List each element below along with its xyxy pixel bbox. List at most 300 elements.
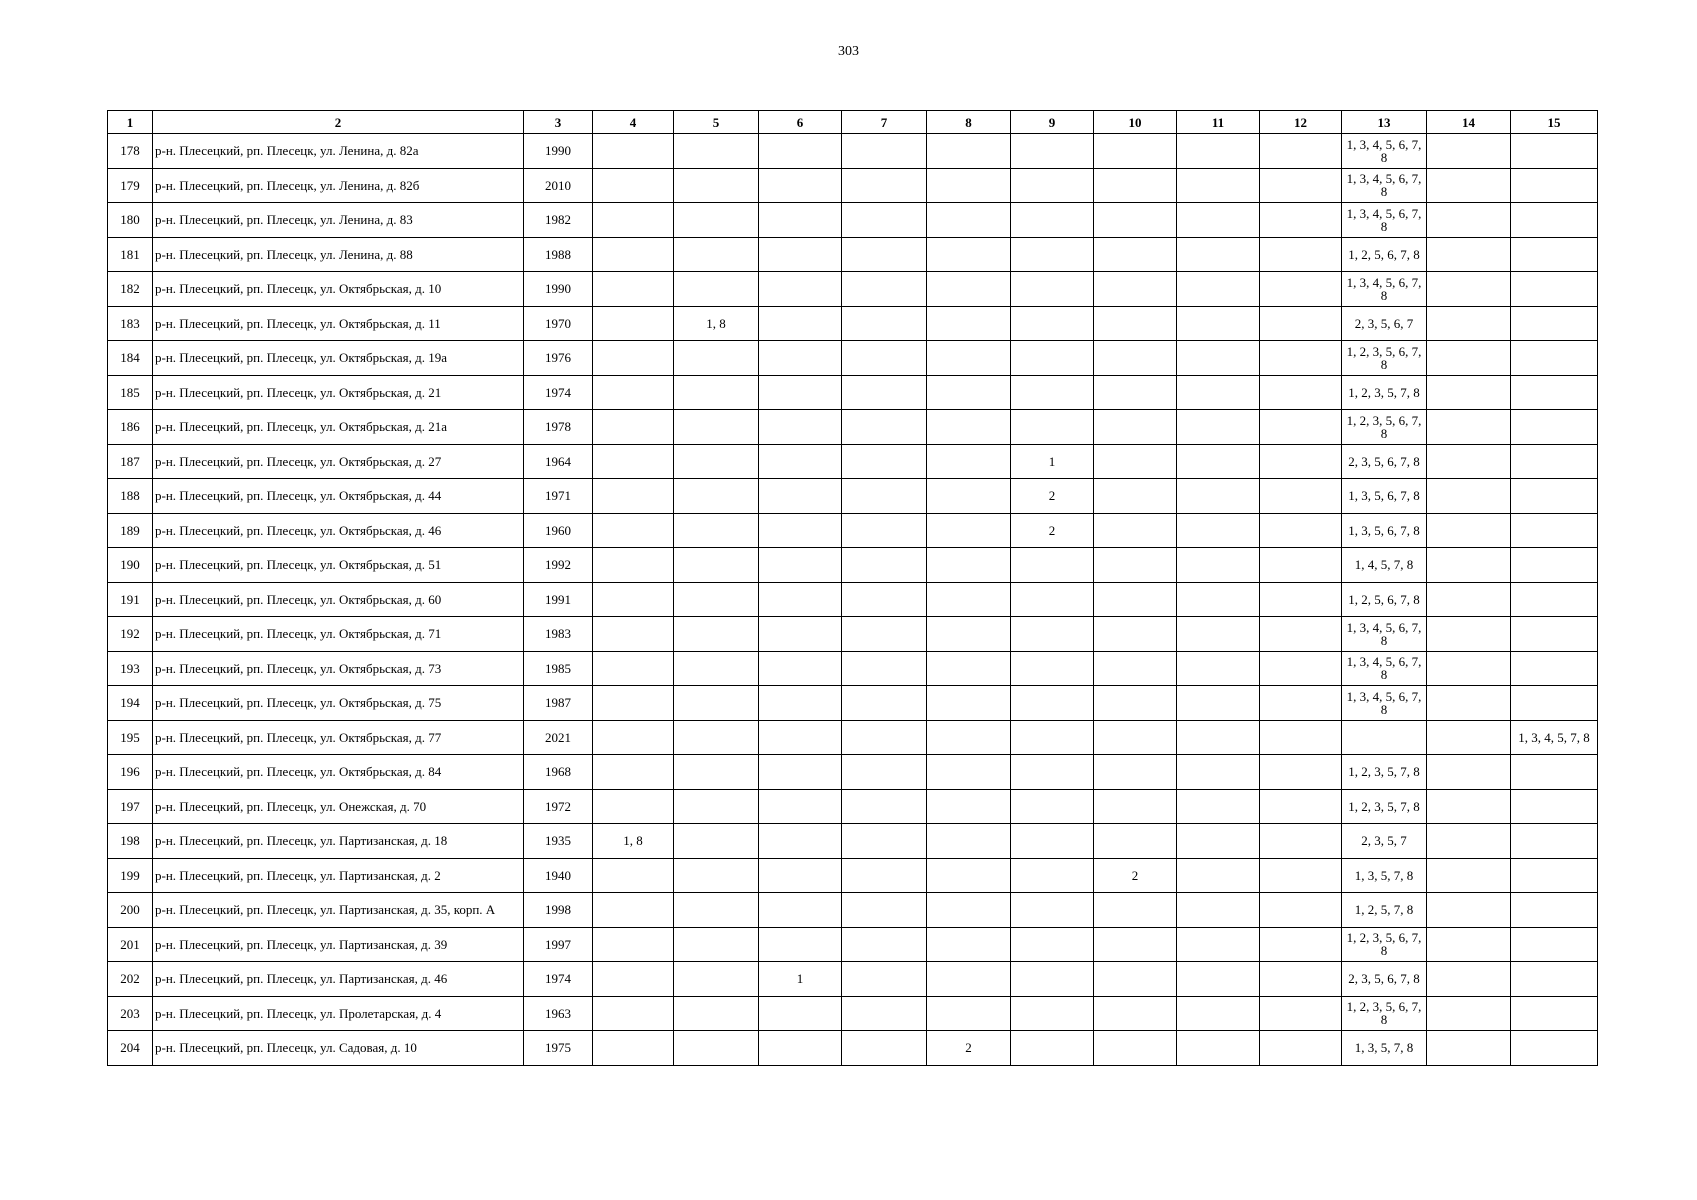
cell-col-14 — [1427, 272, 1511, 307]
cell-col-7 — [842, 824, 927, 859]
cell-col-9 — [1011, 962, 1094, 997]
cell-col-5 — [674, 375, 759, 410]
cell-col-12 — [1260, 755, 1342, 790]
cell-col-11 — [1177, 548, 1260, 583]
year-cell: 1992 — [524, 548, 593, 583]
cell-col-10 — [1094, 272, 1177, 307]
cell-col-6 — [759, 237, 842, 272]
cell-col-11 — [1177, 341, 1260, 376]
row-number-cell: 192 — [108, 617, 153, 652]
cell-col-11 — [1177, 306, 1260, 341]
cell-col-6 — [759, 1031, 842, 1066]
cell-col-8 — [927, 375, 1011, 410]
column-header-1: 1 — [108, 111, 153, 134]
cell-col-13-text: 2, 3, 5, 6, 7, 8 — [1348, 972, 1420, 986]
cell-col-14 — [1427, 755, 1511, 790]
cell-col-6 — [759, 720, 842, 755]
year-cell: 1972 — [524, 789, 593, 824]
cell-col-7 — [842, 651, 927, 686]
address-cell: р-н. Плесецкий, рп. Плесецк, ул. Партизанская, д. 39 — [153, 927, 524, 962]
cell-col-13 — [1342, 375, 1427, 410]
cell-col-15 — [1511, 203, 1598, 238]
cell-col-9 — [1011, 893, 1094, 928]
cell-col-10 — [1094, 927, 1177, 962]
cell-col-12 — [1260, 789, 1342, 824]
cell-col-8 — [927, 651, 1011, 686]
column-header-9: 9 — [1011, 111, 1094, 134]
cell-col-14 — [1427, 858, 1511, 893]
cell-col-11 — [1177, 927, 1260, 962]
cell-col-13-text: 1, 3, 4, 5, 6, 7, 8 — [1346, 206, 1422, 233]
cell-col-14 — [1427, 410, 1511, 445]
column-header-6: 6 — [759, 111, 842, 134]
address-cell: р-н. Плесецкий, рп. Плесецк, ул. Октябрьская, д. 21а — [153, 410, 524, 445]
row-number-cell: 183 — [108, 306, 153, 341]
cell-col-11 — [1177, 479, 1260, 514]
cell-col-9: 2 — [1011, 513, 1094, 548]
cell-col-11 — [1177, 1031, 1260, 1066]
cell-col-8 — [927, 513, 1011, 548]
cell-col-5 — [674, 410, 759, 445]
row-number-cell: 188 — [108, 479, 153, 514]
year-cell: 1974 — [524, 962, 593, 997]
cell-col-5 — [674, 789, 759, 824]
cell-col-5 — [674, 168, 759, 203]
cell-col-13-text: 1, 2, 5, 6, 7, 8 — [1348, 247, 1420, 261]
table-row — [108, 686, 1598, 721]
row-number-cell: 190 — [108, 548, 153, 583]
column-header-13: 13 — [1342, 111, 1427, 134]
cell-col-14 — [1427, 134, 1511, 169]
cell-col-8 — [927, 962, 1011, 997]
cell-col-14 — [1427, 306, 1511, 341]
address-cell: р-н. Плесецкий, рп. Плесецк, ул. Ленина, д. 82б — [153, 168, 524, 203]
cell-col-6 — [759, 548, 842, 583]
cell-col-4 — [593, 651, 674, 686]
cell-col-12 — [1260, 134, 1342, 169]
cell-col-15 — [1511, 927, 1598, 962]
cell-col-12 — [1260, 479, 1342, 514]
cell-col-6 — [759, 824, 842, 859]
cell-col-10 — [1094, 168, 1177, 203]
table-row — [108, 651, 1598, 686]
column-header-11: 11 — [1177, 111, 1260, 134]
cell-col-13-text: 1, 3, 4, 5, 6, 7, 8 — [1346, 137, 1422, 164]
cell-col-15 — [1511, 824, 1598, 859]
cell-col-7 — [842, 858, 927, 893]
cell-col-13-text: 1, 3, 4, 5, 6, 7, 8 — [1346, 655, 1422, 682]
cell-col-11 — [1177, 720, 1260, 755]
cell-col-9 — [1011, 203, 1094, 238]
cell-col-12 — [1260, 272, 1342, 307]
cell-col-7 — [842, 237, 927, 272]
row-number-cell: 196 — [108, 755, 153, 790]
cell-col-12 — [1260, 237, 1342, 272]
cell-col-8 — [927, 237, 1011, 272]
cell-col-13 — [1342, 410, 1427, 445]
table-row — [108, 134, 1598, 169]
cell-col-9 — [1011, 341, 1094, 376]
cell-col-13 — [1342, 789, 1427, 824]
cell-col-15 — [1511, 893, 1598, 928]
address-cell: р-н. Плесецкий, рп. Плесецк, ул. Садовая, д. 10 — [153, 1031, 524, 1066]
address-cell: р-н. Плесецкий, рп. Плесецк, ул. Октябрьская, д. 11 — [153, 306, 524, 341]
cell-col-13-text: 1, 2, 3, 5, 6, 7, 8 — [1346, 413, 1422, 440]
cell-col-13 — [1342, 893, 1427, 928]
cell-col-6 — [759, 513, 842, 548]
cell-col-10 — [1094, 582, 1177, 617]
cell-col-14 — [1427, 203, 1511, 238]
cell-col-13-text: 2, 3, 5, 6, 7 — [1354, 316, 1414, 330]
cell-col-12 — [1260, 306, 1342, 341]
year-cell: 1990 — [524, 134, 593, 169]
cell-col-12 — [1260, 617, 1342, 652]
cell-col-6 — [759, 651, 842, 686]
cell-col-6 — [759, 893, 842, 928]
cell-col-5 — [674, 755, 759, 790]
table-row — [108, 858, 1598, 893]
cell-col-12 — [1260, 996, 1342, 1031]
row-number-cell: 197 — [108, 789, 153, 824]
cell-col-12 — [1260, 720, 1342, 755]
cell-col-13 — [1342, 962, 1427, 997]
address-cell: р-н. Плесецкий, рп. Плесецк, ул. Партизанская, д. 2 — [153, 858, 524, 893]
address-cell: р-н. Плесецкий, рп. Плесецк, ул. Ленина, д. 82а — [153, 134, 524, 169]
cell-col-14 — [1427, 1031, 1511, 1066]
cell-col-13 — [1342, 479, 1427, 514]
address-cell: р-н. Плесецкий, рп. Плесецк, ул. Партизанская, д. 35, корп. А — [153, 893, 524, 928]
cell-col-15 — [1511, 651, 1598, 686]
year-cell: 1975 — [524, 1031, 593, 1066]
cell-col-5 — [674, 824, 759, 859]
cell-col-5 — [674, 651, 759, 686]
cell-col-8 — [927, 548, 1011, 583]
year-cell: 1968 — [524, 755, 593, 790]
cell-col-7 — [842, 962, 927, 997]
cell-col-7 — [842, 720, 927, 755]
cell-col-14 — [1427, 582, 1511, 617]
table-row — [108, 341, 1598, 376]
cell-col-6 — [759, 617, 842, 652]
cell-col-12 — [1260, 927, 1342, 962]
cell-col-12 — [1260, 410, 1342, 445]
cell-col-9 — [1011, 1031, 1094, 1066]
cell-col-12 — [1260, 341, 1342, 376]
cell-col-8 — [927, 410, 1011, 445]
cell-col-4 — [593, 306, 674, 341]
cell-col-4 — [593, 548, 674, 583]
cell-col-8 — [927, 444, 1011, 479]
cell-col-13 — [1342, 203, 1427, 238]
cell-col-4: 1, 8 — [593, 824, 674, 859]
cell-col-4 — [593, 168, 674, 203]
cell-col-14 — [1427, 168, 1511, 203]
address-cell: р-н. Плесецкий, рп. Плесецк, ул. Ленина, д. 88 — [153, 237, 524, 272]
address-cell: р-н. Плесецкий, рп. Плесецк, ул. Октябрьская, д. 84 — [153, 755, 524, 790]
cell-col-14 — [1427, 720, 1511, 755]
table-row — [108, 513, 1598, 548]
table-row — [108, 479, 1598, 514]
cell-col-13-text: 1, 3, 5, 6, 7, 8 — [1348, 489, 1420, 503]
row-number-cell: 203 — [108, 996, 153, 1031]
cell-col-11 — [1177, 996, 1260, 1031]
registry-table — [107, 110, 1598, 1066]
row-number-cell: 198 — [108, 824, 153, 859]
cell-col-8 — [927, 203, 1011, 238]
cell-col-6 — [759, 375, 842, 410]
year-cell: 1987 — [524, 686, 593, 721]
cell-col-4 — [593, 858, 674, 893]
year-cell: 1964 — [524, 444, 593, 479]
cell-col-14 — [1427, 893, 1511, 928]
cell-col-6 — [759, 134, 842, 169]
cell-col-8 — [927, 134, 1011, 169]
cell-col-12 — [1260, 203, 1342, 238]
cell-col-10 — [1094, 134, 1177, 169]
year-cell: 1991 — [524, 582, 593, 617]
cell-col-12 — [1260, 686, 1342, 721]
cell-col-15 — [1511, 755, 1598, 790]
cell-col-7 — [842, 927, 927, 962]
cell-col-7 — [842, 1031, 927, 1066]
cell-col-10 — [1094, 720, 1177, 755]
year-cell: 1935 — [524, 824, 593, 859]
address-cell: р-н. Плесецкий, рп. Плесецк, ул. Октябрьская, д. 19а — [153, 341, 524, 376]
cell-col-11 — [1177, 513, 1260, 548]
table-row — [108, 582, 1598, 617]
year-cell: 1997 — [524, 927, 593, 962]
cell-col-4 — [593, 375, 674, 410]
year-cell: 1978 — [524, 410, 593, 445]
cell-col-5 — [674, 996, 759, 1031]
cell-col-8 — [927, 789, 1011, 824]
year-cell: 2010 — [524, 168, 593, 203]
cell-col-6 — [759, 168, 842, 203]
cell-col-6 — [759, 755, 842, 790]
cell-col-10 — [1094, 341, 1177, 376]
cell-col-7 — [842, 686, 927, 721]
cell-col-5 — [674, 237, 759, 272]
row-number-cell: 181 — [108, 237, 153, 272]
cell-col-11 — [1177, 858, 1260, 893]
cell-col-4 — [593, 996, 674, 1031]
cell-col-10 — [1094, 824, 1177, 859]
cell-col-9 — [1011, 375, 1094, 410]
cell-col-14 — [1427, 686, 1511, 721]
cell-col-4 — [593, 1031, 674, 1066]
row-number-cell: 194 — [108, 686, 153, 721]
cell-col-9 — [1011, 651, 1094, 686]
cell-col-6 — [759, 306, 842, 341]
cell-col-10 — [1094, 306, 1177, 341]
cell-col-12 — [1260, 893, 1342, 928]
table-row — [108, 272, 1598, 307]
cell-col-10 — [1094, 962, 1177, 997]
cell-col-13 — [1342, 582, 1427, 617]
cell-col-15 — [1511, 479, 1598, 514]
cell-col-8 — [927, 168, 1011, 203]
cell-col-10 — [1094, 513, 1177, 548]
cell-col-7 — [842, 479, 927, 514]
cell-col-15 — [1511, 513, 1598, 548]
cell-col-13 — [1342, 341, 1427, 376]
table-row — [108, 548, 1598, 583]
cell-col-13 — [1342, 168, 1427, 203]
cell-col-5 — [674, 686, 759, 721]
cell-col-7 — [842, 617, 927, 652]
cell-col-9 — [1011, 306, 1094, 341]
cell-col-7 — [842, 444, 927, 479]
cell-col-13 — [1342, 237, 1427, 272]
cell-col-4 — [593, 789, 674, 824]
cell-col-15 — [1511, 962, 1598, 997]
row-number-cell: 195 — [108, 720, 153, 755]
cell-col-10 — [1094, 893, 1177, 928]
cell-col-13 — [1342, 651, 1427, 686]
table-row — [108, 237, 1598, 272]
cell-col-11 — [1177, 168, 1260, 203]
column-header-2: 2 — [153, 111, 524, 134]
cell-col-5 — [674, 617, 759, 652]
cell-col-6 — [759, 927, 842, 962]
address-cell: р-н. Плесецкий, рп. Плесецк, ул. Октябрьская, д. 73 — [153, 651, 524, 686]
row-number-cell: 199 — [108, 858, 153, 893]
cell-col-14 — [1427, 548, 1511, 583]
cell-col-13-text: 1, 2, 3, 5, 6, 7, 8 — [1346, 344, 1422, 371]
year-cell: 1990 — [524, 272, 593, 307]
cell-col-11 — [1177, 686, 1260, 721]
cell-col-15 — [1511, 1031, 1598, 1066]
address-cell: р-н. Плесецкий, рп. Плесецк, ул. Октябрьская, д. 21 — [153, 375, 524, 410]
cell-col-13-text: 1, 2, 3, 5, 7, 8 — [1348, 799, 1420, 813]
row-number-cell: 202 — [108, 962, 153, 997]
cell-col-4 — [593, 237, 674, 272]
cell-col-13 — [1342, 720, 1427, 755]
cell-col-10 — [1094, 996, 1177, 1031]
cell-col-15 — [1511, 237, 1598, 272]
cell-col-14 — [1427, 513, 1511, 548]
cell-col-15: 1, 3, 4, 5, 7, 8 — [1511, 720, 1598, 755]
cell-col-7 — [842, 996, 927, 1031]
cell-col-9 — [1011, 237, 1094, 272]
cell-col-13 — [1342, 272, 1427, 307]
year-cell: 1960 — [524, 513, 593, 548]
row-number-cell: 184 — [108, 341, 153, 376]
cell-col-11 — [1177, 444, 1260, 479]
cell-col-13-text: 1, 2, 3, 5, 6, 7, 8 — [1346, 1000, 1422, 1027]
cell-col-12 — [1260, 651, 1342, 686]
cell-col-12 — [1260, 168, 1342, 203]
table-row — [108, 996, 1598, 1031]
cell-col-10 — [1094, 1031, 1177, 1066]
year-cell: 1971 — [524, 479, 593, 514]
table-row — [108, 824, 1598, 859]
cell-col-8 — [927, 858, 1011, 893]
cell-col-11 — [1177, 272, 1260, 307]
table-row — [108, 410, 1598, 445]
cell-col-5 — [674, 720, 759, 755]
cell-col-11 — [1177, 789, 1260, 824]
cell-col-7 — [842, 168, 927, 203]
row-number-cell: 200 — [108, 893, 153, 928]
cell-col-6 — [759, 996, 842, 1031]
cell-col-6: 1 — [759, 962, 842, 997]
cell-col-11 — [1177, 582, 1260, 617]
table-row — [108, 893, 1598, 928]
cell-col-7 — [842, 203, 927, 238]
table-row — [108, 306, 1598, 341]
address-cell: р-н. Плесецкий, рп. Плесецк, ул. Октябрьская, д. 60 — [153, 582, 524, 617]
cell-col-9: 2 — [1011, 479, 1094, 514]
cell-col-6 — [759, 789, 842, 824]
cell-col-8 — [927, 272, 1011, 307]
cell-col-12 — [1260, 824, 1342, 859]
cell-col-13-text: 2, 3, 5, 6, 7, 8 — [1348, 454, 1420, 468]
column-header-5: 5 — [674, 111, 759, 134]
cell-col-5 — [674, 513, 759, 548]
cell-col-11 — [1177, 893, 1260, 928]
cell-col-10 — [1094, 617, 1177, 652]
cell-col-7 — [842, 134, 927, 169]
cell-col-13-text: 1, 3, 4, 5, 6, 7, 8 — [1346, 275, 1422, 302]
cell-col-15 — [1511, 789, 1598, 824]
cell-col-10 — [1094, 479, 1177, 514]
cell-col-12 — [1260, 375, 1342, 410]
cell-col-7 — [842, 375, 927, 410]
year-cell: 1983 — [524, 617, 593, 652]
cell-col-15 — [1511, 996, 1598, 1031]
cell-col-9 — [1011, 548, 1094, 583]
cell-col-12 — [1260, 1031, 1342, 1066]
address-cell: р-н. Плесецкий, рп. Плесецк, ул. Партизанская, д. 18 — [153, 824, 524, 859]
cell-col-4 — [593, 720, 674, 755]
cell-col-13-text: 2, 3, 5, 7 — [1361, 834, 1407, 848]
cell-col-9 — [1011, 410, 1094, 445]
cell-col-14 — [1427, 341, 1511, 376]
cell-col-5 — [674, 582, 759, 617]
cell-col-10 — [1094, 375, 1177, 410]
address-cell: р-н. Плесецкий, рп. Плесецк, ул. Октябрьская, д. 51 — [153, 548, 524, 583]
year-cell: 1988 — [524, 237, 593, 272]
cell-col-12 — [1260, 548, 1342, 583]
cell-col-13 — [1342, 134, 1427, 169]
cell-col-13 — [1342, 1031, 1427, 1066]
row-number-cell: 182 — [108, 272, 153, 307]
cell-col-13 — [1342, 996, 1427, 1031]
cell-col-8 — [927, 306, 1011, 341]
cell-col-9 — [1011, 272, 1094, 307]
cell-col-8 — [927, 996, 1011, 1031]
column-header-14: 14 — [1427, 111, 1511, 134]
cell-col-15 — [1511, 444, 1598, 479]
address-cell: р-н. Плесецкий, рп. Плесецк, ул. Партизанская, д. 46 — [153, 962, 524, 997]
cell-col-10 — [1094, 237, 1177, 272]
row-number-cell: 186 — [108, 410, 153, 445]
cell-col-13-text: 1, 2, 5, 7, 8 — [1354, 903, 1414, 917]
cell-col-4 — [593, 962, 674, 997]
cell-col-9 — [1011, 927, 1094, 962]
cell-col-14 — [1427, 927, 1511, 962]
cell-col-10 — [1094, 444, 1177, 479]
cell-col-6 — [759, 410, 842, 445]
cell-col-4 — [593, 134, 674, 169]
cell-col-4 — [593, 893, 674, 928]
row-number-cell: 185 — [108, 375, 153, 410]
cell-col-11 — [1177, 962, 1260, 997]
cell-col-10 — [1094, 203, 1177, 238]
cell-col-7 — [842, 513, 927, 548]
cell-col-11 — [1177, 410, 1260, 445]
